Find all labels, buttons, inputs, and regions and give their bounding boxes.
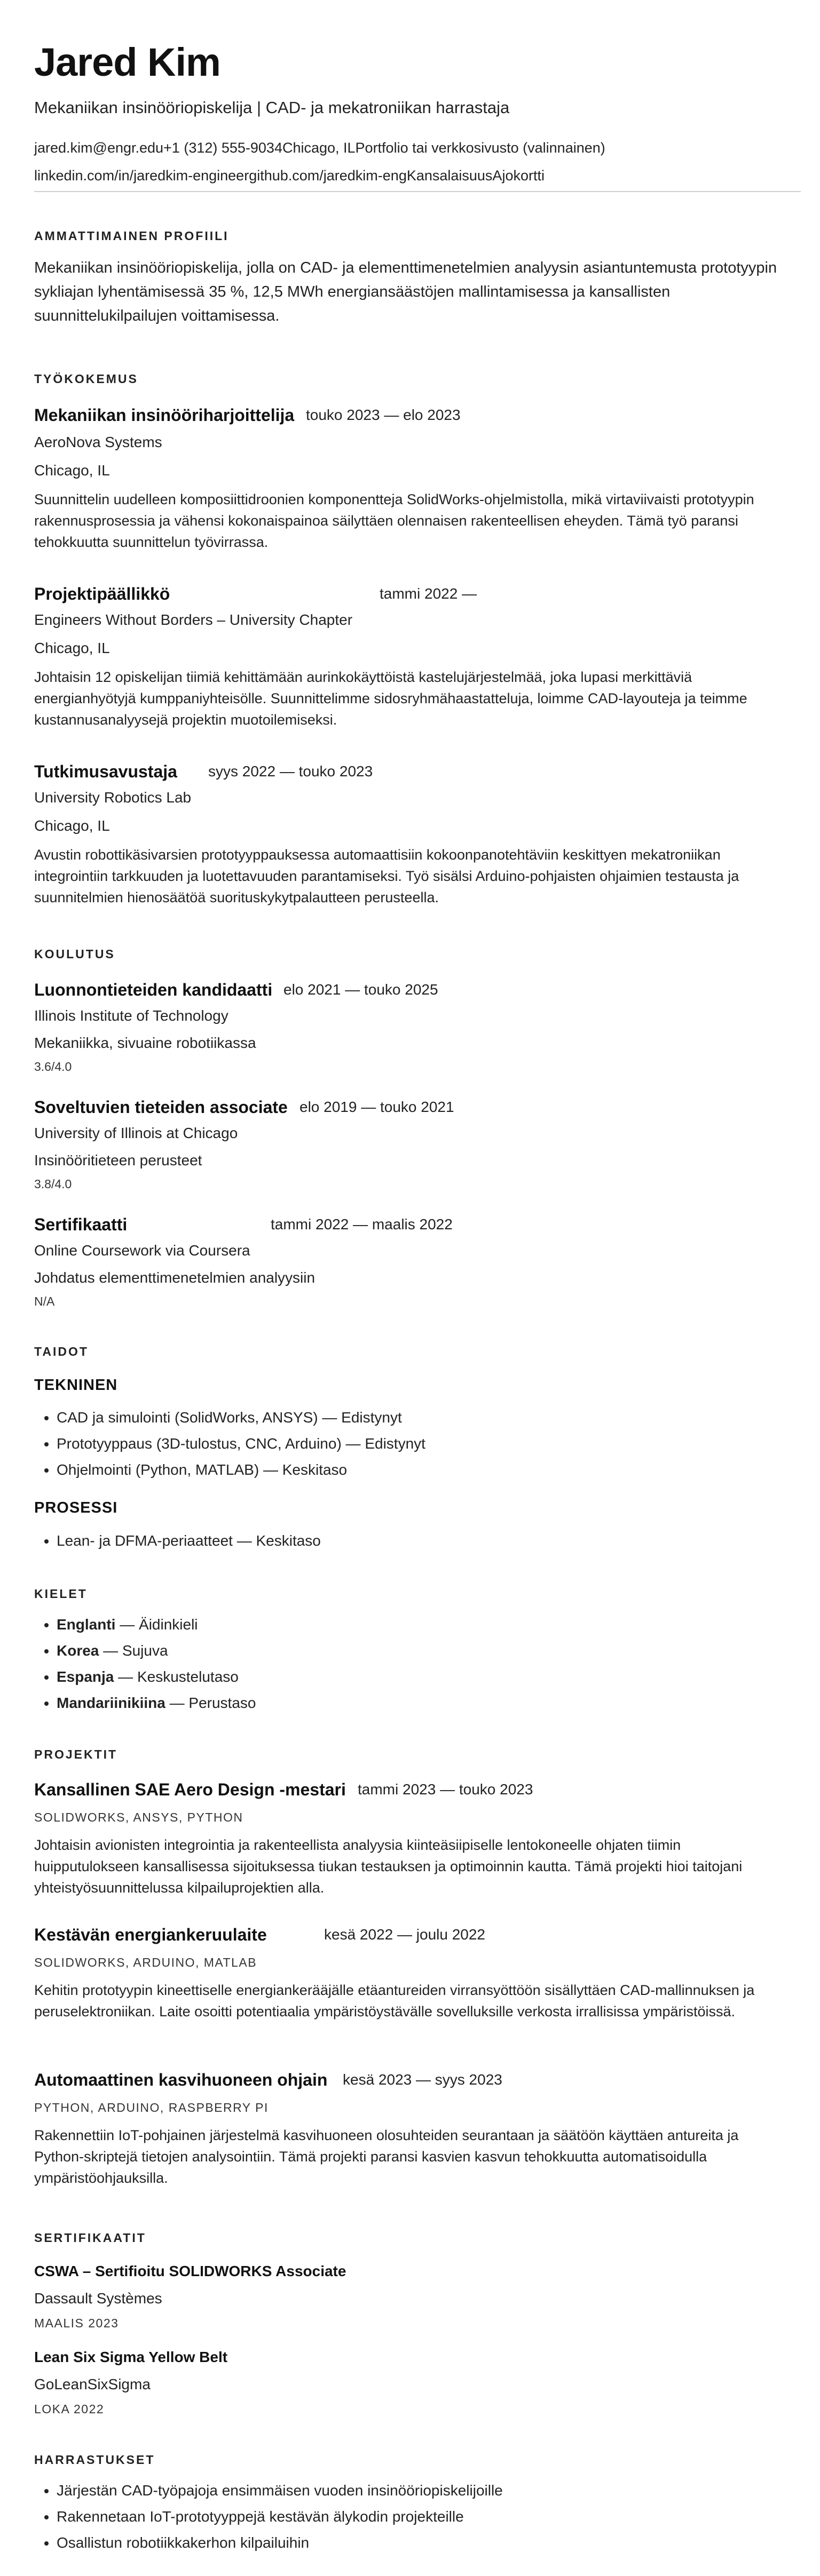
project-dates: kesä 2023 — syys 2023 (343, 2071, 502, 2088)
skill-item: • Ohjelmointi (Python, MATLAB) — Keskitaso (57, 1457, 425, 1483)
language-item: • Espanja — Keskustelutaso (57, 1664, 256, 1690)
hobby-item: • Osallistun robotiikkakerhon kilpailuihin (57, 2530, 503, 2556)
job-description: Johtaisin 12 opiskelijan tiimiä kehittämään aurinkokäyttöistä kastelujärjestelmää, joka lupasi merkittäviä energianhyötyjä kumppaniyhteisölle. Suunnittelimme sidosryhmähaastatteluja, loimme CAD-layouteja ja teimme kustannusanalyysejä projektin muotoilemiseksi. (34, 669, 747, 728)
profile-summary: Mekaniikan insinööriopiskelija, jolla on CAD- ja elementtimenetelmien analyysin asiantuntemusta prototyypin sykliajan lyhentämisessä 35 %, 12,5 MWh energiansäästöjen mallintamisessa ja kansallisten suunnittelukilpailujen voittamisessa. (34, 259, 777, 324)
hobby-item: • Järjestän CAD-työpajoja ensimmäisen vuoden insinööriopiskelijoille (57, 2477, 503, 2503)
section-heading-projects: PROJEKTIT (34, 1747, 118, 1761)
project-technologies: SOLIDWORKS, ARDUINO, MATLAB (34, 1955, 257, 1969)
language-level: Perustaso (188, 1695, 256, 1711)
language-name: Espanja (57, 1668, 114, 1685)
language-name: Korea (57, 1642, 99, 1659)
job-description: Avustin robottikäsivarsien prototyyppauksessa automaattisiin kokoonpanotehtäviin keskittyen mekatroniikan integrointiin tarkkuuden ja luotettavuuden parantamiseksi. Työ sisälsi Arduino-pohjaisten ohjaimien testausta ja suunnitelmien hienosäätöä suorituskykytpalautteen perusteella. (34, 847, 739, 905)
skill-item: • Prototyyppaus (3D-tulostus, CNC, Arduino) — Edistynyt (57, 1430, 425, 1457)
section-heading-languages: KIELET (34, 1587, 88, 1601)
hobbies-list (34, 2477, 503, 2556)
project-dates: tammi 2023 — touko 2023 (358, 1781, 533, 1798)
project-title: Kansallinen SAE Aero Design -mestari (34, 1780, 346, 1799)
degree-title: Sertifikaatti (34, 1215, 128, 1234)
school-name: Online Coursework via Coursera (34, 1242, 250, 1259)
section-heading-profile: AMMATTIMAINEN PROFIILI (34, 229, 229, 243)
school-name: University of Illinois at Chicago (34, 1125, 238, 1141)
job-location: Chicago, IL (34, 640, 110, 656)
project-description: Kehitin prototyypin kineettiselle energiankerääjälle etäantureiden virransyöttöön sisällyttäen CAD-mallinnuksen ja peruselektroniikan. Laite osoitti potentiaalia ympäristöystävälle sovelluksille verkosta irrallisissa ympäristöissä. (34, 1982, 755, 2020)
certification-title: CSWA – Sertifioitu SOLIDWORKS Associate (34, 2263, 346, 2279)
section-heading-hobbies: HARRASTUKSET (34, 2453, 155, 2467)
job-organization: Engineers Without Borders – University Chapter (34, 611, 353, 628)
section-heading-skills: TAIDOT (34, 1345, 89, 1358)
degree-dates: elo 2019 — touko 2021 (299, 1099, 454, 1115)
hobby-item: • Rakennetaan IoT-prototyyppejä kestävän älykodin projekteille (57, 2503, 503, 2530)
project-description: Johtaisin avionisten integrointia ja rakenteellista analyysia kiinteäsiipiselle lentokoneelle ohjaten tiimin huipputulokseen kansallisessa sijoituksessa tiukan testauksen ja optimoinnin kautta. Tämä projekti hioi taitojani yhteistyösuunnittelussa kilpailuprojektien alla. (34, 1837, 743, 1896)
grade: N/A (34, 1294, 55, 1308)
job-dates: syys 2022 — touko 2023 (208, 763, 373, 780)
language-item: • Korea — Sujuva (57, 1637, 256, 1664)
candidate-name: Jared Kim (34, 40, 220, 84)
study-field: Johdatus elementtimenetelmien analyysiin (34, 1269, 316, 1286)
study-field: Insinööritieteen perusteet (34, 1152, 202, 1168)
languages-list (34, 1611, 256, 1716)
section-heading-experience: TYÖKOKEMUS (34, 372, 138, 386)
certification-date: MAALIS 2023 (34, 2316, 119, 2330)
language-level: Keskustelutaso (137, 1668, 239, 1685)
job-title: Mekaniikan insinööriharjoittelija (34, 406, 295, 425)
project-title: Automaattinen kasvihuoneen ohjain (34, 2070, 328, 2089)
degree-title: Luonnontieteiden kandidaatti (34, 980, 273, 999)
job-location: Chicago, IL (34, 817, 110, 834)
skill-item: • Lean- ja DFMA-periaatteet — Keskitaso (57, 1528, 321, 1554)
language-item: • Mandariinikiina — Perustaso (57, 1690, 256, 1716)
certification-issuer: GoLeanSixSigma (34, 2376, 151, 2392)
section-heading-education: KOULUTUS (34, 947, 115, 961)
language-name: Mandariinikiina (57, 1695, 165, 1711)
header-divider (34, 191, 801, 192)
contact-line-2: linkedin.com/in/jaredkim-engineergithub.com/jaredkim-engKansalaisuusAjokortti (34, 168, 545, 184)
study-field: Mekaniikka, sivuaine robotiikassa (34, 1035, 256, 1051)
degree-title: Soveltuvien tieteiden associate (34, 1098, 288, 1117)
project-technologies: PYTHON, ARDUINO, RASPBERRY PI (34, 2101, 269, 2114)
certification-issuer: Dassault Systèmes (34, 2290, 162, 2307)
skill-item: • CAD ja simulointi (SolidWorks, ANSYS) — Edistynyt (57, 1404, 425, 1430)
skills-subheading-technical: TEKNINEN (34, 1377, 118, 1394)
project-title: Kestävän energiankeruulaite (34, 1925, 267, 1944)
job-organization: University Robotics Lab (34, 789, 192, 806)
language-name: Englanti (57, 1616, 116, 1633)
process-skills-list (34, 1528, 321, 1554)
certification-date: LOKA 2022 (34, 2402, 105, 2416)
candidate-tagline: Mekaniikan insinööriopiskelija | CAD- ja mekatroniikan harrastaja (34, 98, 510, 117)
job-title: Projektipäällikkö (34, 584, 170, 603)
job-location: Chicago, IL (34, 462, 110, 479)
contact-line-1: jared.kim@engr.edu+1 (312) 555-9034Chicago, ILPortfolio tai verkkosivusto (valinnainen) (34, 140, 605, 156)
project-description: Rakennettiin IoT-pohjainen järjestelmä kasvihuoneen olosuhteiden seurantaan ja säätöön käyttäen antureita ja Python-skriptejä tietojen analysointiin. Tämä projekti paransi kasvien kasvun tehokkuutta automatisoidulla ympäristöohjauksilla. (34, 2127, 739, 2186)
degree-dates: tammi 2022 — maalis 2022 (271, 1216, 453, 1233)
job-title: Tutkimusavustaja (34, 762, 177, 781)
certification-title: Lean Six Sigma Yellow Belt (34, 2349, 228, 2365)
language-level: Sujuva (122, 1642, 168, 1659)
language-level: Äidinkieli (139, 1616, 198, 1633)
section-heading-certifications: SERTIFIKAATIT (34, 2231, 146, 2245)
project-dates: kesä 2022 — joulu 2022 (324, 1926, 485, 1943)
job-dates: touko 2023 — elo 2023 (306, 407, 461, 423)
grade: 3.6/4.0 (34, 1060, 72, 1074)
language-item: • Englanti — Äidinkieli (57, 1611, 256, 1637)
job-organization: AeroNova Systems (34, 434, 162, 450)
school-name: Illinois Institute of Technology (34, 1007, 228, 1024)
grade: 3.8/4.0 (34, 1177, 72, 1191)
technical-skills-list (34, 1404, 425, 1483)
job-dates: tammi 2022 — (380, 585, 477, 602)
job-description: Suunnittelin uudelleen komposiittidroonien komponentteja SolidWorks-ohjelmistolla, mikä virtaviivaisti prototyypin rakennusprosessia ja vähensi kokonaispainoa säilyttäen olennaisen rakenteellisen eheyden. Tämä työ paransi tehokkuutta suunnittelun työvirrassa. (34, 491, 754, 550)
skills-subheading-process: PROSESSI (34, 1499, 118, 1516)
project-technologies: SOLIDWORKS, ANSYS, PYTHON (34, 1810, 243, 1824)
degree-dates: elo 2021 — touko 2025 (283, 981, 438, 998)
